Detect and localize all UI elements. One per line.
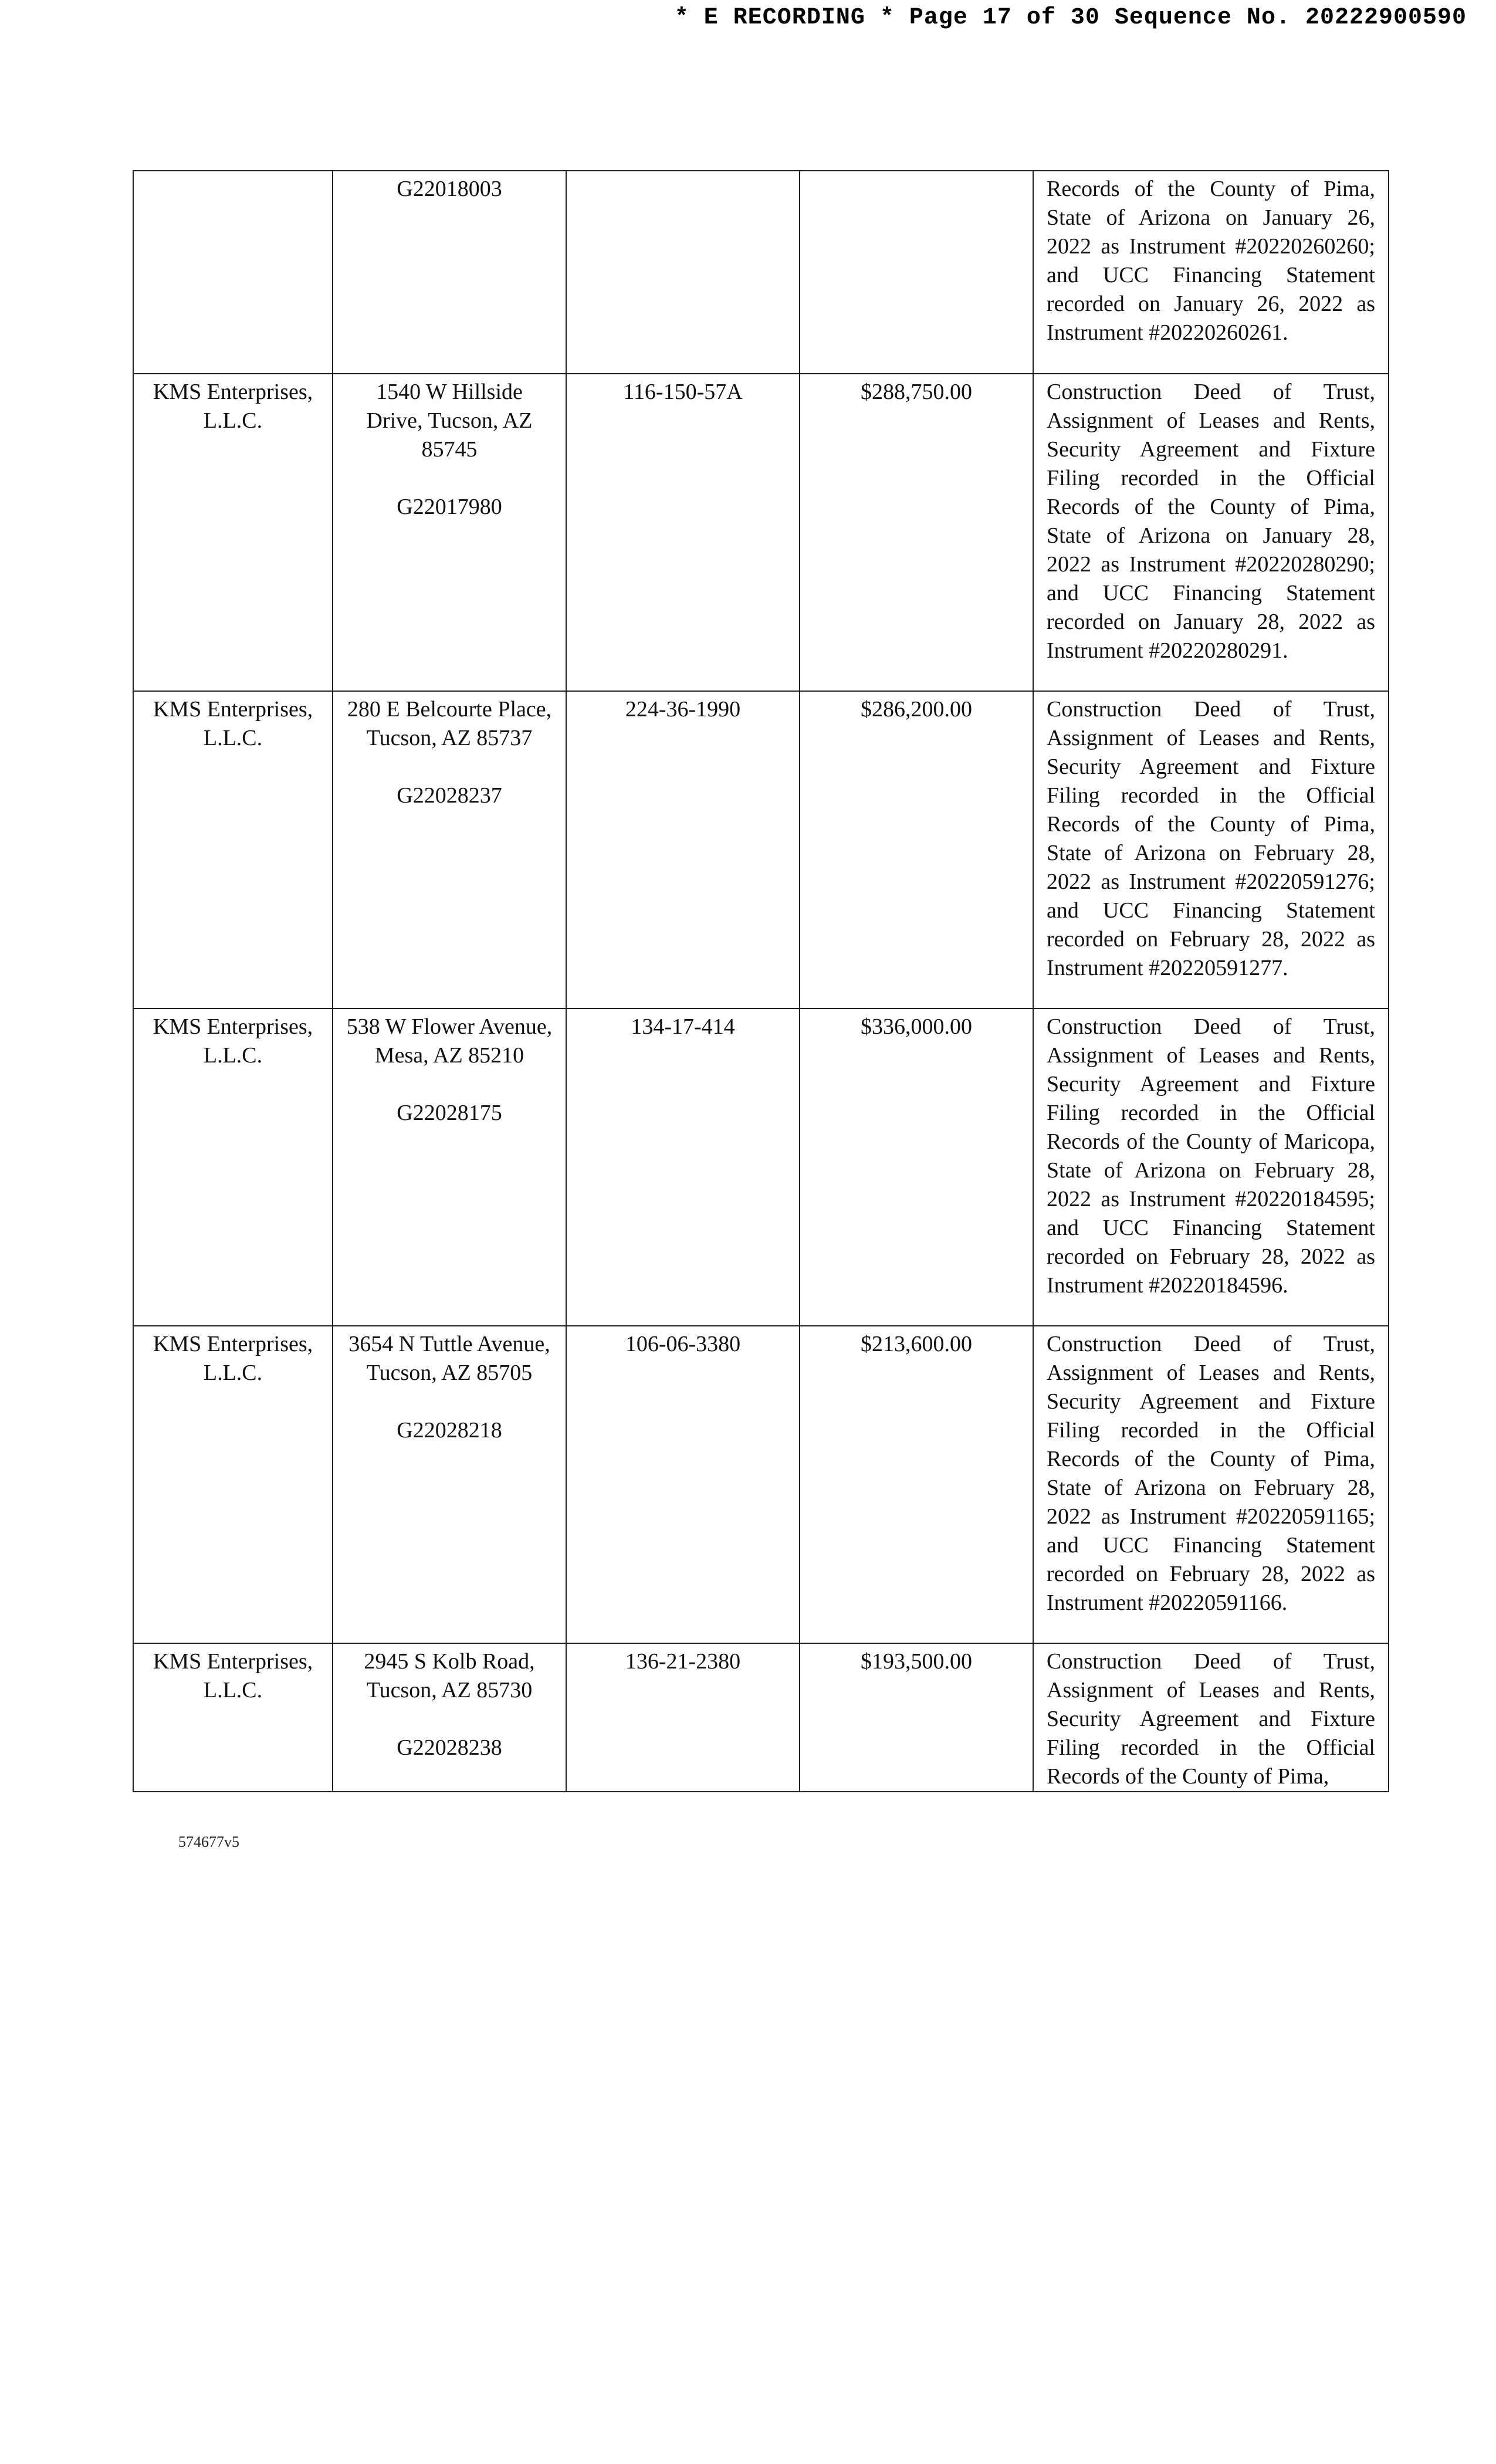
file-number: G22028237 [397, 783, 502, 808]
amount-cell: $288,750.00 [800, 374, 1033, 691]
file-number: G22018003 [397, 177, 502, 201]
table-row [133, 691, 1389, 1008]
address-cell [333, 171, 566, 374]
address-cell [333, 1326, 566, 1643]
table-row [133, 171, 1389, 374]
apn-cell: 116-150-57A [566, 374, 800, 691]
amount-cell: $286,200.00 [800, 691, 1033, 1008]
property-table [133, 170, 1389, 1792]
address-text: 280 E Belcourte Place, Tucson, AZ 85737 [347, 697, 552, 750]
file-number: G22028238 [397, 1735, 502, 1760]
description-cell: Construction Deed of Trust, Assignment of Leases and Rents, Security Agreement and Fixture Filing recorded in the Official Records of the County of Maricopa, State of Arizona on February 28, 2022 as Instrument #20220184595; and UCC Financing Statement recorded on February 28, 2022 as Instrument #20220184596. [1033, 1008, 1389, 1326]
owner-cell: KMS Enterprises, L.L.C. [133, 1326, 333, 1643]
address-cell [333, 374, 566, 691]
address-cell [333, 691, 566, 1008]
table-row [133, 374, 1389, 691]
amount-cell: $336,000.00 [800, 1008, 1033, 1326]
amount-cell: $193,500.00 [800, 1643, 1033, 1792]
apn-cell: 224-36-1990 [566, 691, 800, 1008]
address-text: 538 W Flower Avenue, Mesa, AZ 85210 [346, 1014, 553, 1068]
table-row [133, 1326, 1389, 1643]
table-row [133, 1643, 1389, 1792]
owner-cell: KMS Enterprises, L.L.C. [133, 1008, 333, 1326]
description-cell: Construction Deed of Trust, Assignment of Leases and Rents, Security Agreement and Fixture Filing recorded in the Official Records of the County of Pima, [1033, 1643, 1389, 1792]
owner-cell [133, 171, 333, 374]
file-number: G22028175 [397, 1101, 502, 1125]
owner-cell: KMS Enterprises, L.L.C. [133, 374, 333, 691]
amount-cell: $213,600.00 [800, 1326, 1033, 1643]
table-row [133, 1008, 1389, 1326]
file-number: G22017980 [397, 495, 502, 519]
description-cell: Construction Deed of Trust, Assignment of Leases and Rents, Security Agreement and Fixture Filing recorded in the Official Records of the County of Pima, State of Arizona on January 28, 2022 as Instrument #20220280290; and UCC Financing Statement recorded on January 28, 2022 as Instrument #20220280291. [1033, 374, 1389, 691]
description-cell: Construction Deed of Trust, Assignment of Leases and Rents, Security Agreement and Fixture Filing recorded in the Official Records of the County of Pima, State of Arizona on February 28, 2022 as Instrument #20220591276; and UCC Financing Statement recorded on February 28, 2022 as Instrument #20220591277. [1033, 691, 1389, 1008]
address-text: 1540 W Hillside Drive, Tucson, AZ 85745 [366, 380, 533, 462]
apn-cell: 134-17-414 [566, 1008, 800, 1326]
description-cell: Records of the County of Pima, State of Arizona on January 26, 2022 as Instrument #20220260260; and UCC Financing Statement recorded on January 26, 2022 as Instrument #20220260261. [1033, 171, 1389, 374]
amount-cell [800, 171, 1033, 374]
address-text: 3654 N Tuttle Avenue, Tucson, AZ 85705 [348, 1332, 550, 1385]
file-number: G22028218 [397, 1418, 502, 1443]
apn-cell [566, 171, 800, 374]
address-text: 2945 S Kolb Road, Tucson, AZ 85730 [364, 1649, 535, 1703]
apn-cell: 106-06-3380 [566, 1326, 800, 1643]
document-id-footer: 574677v5 [178, 1833, 239, 1850]
owner-cell: KMS Enterprises, L.L.C. [133, 1643, 333, 1792]
address-cell [333, 1643, 566, 1792]
owner-cell: KMS Enterprises, L.L.C. [133, 691, 333, 1008]
recording-header: * E RECORDING * Page 17 of 30 Sequence No. 20222900590 [674, 5, 1467, 31]
address-cell [333, 1008, 566, 1326]
apn-cell: 136-21-2380 [566, 1643, 800, 1792]
description-cell: Construction Deed of Trust, Assignment of Leases and Rents, Security Agreement and Fixture Filing recorded in the Official Records of the County of Pima, State of Arizona on February 28, 2022 as Instrument #20220591165; and UCC Financing Statement recorded on February 28, 2022 as Instrument #20220591166. [1033, 1326, 1389, 1643]
